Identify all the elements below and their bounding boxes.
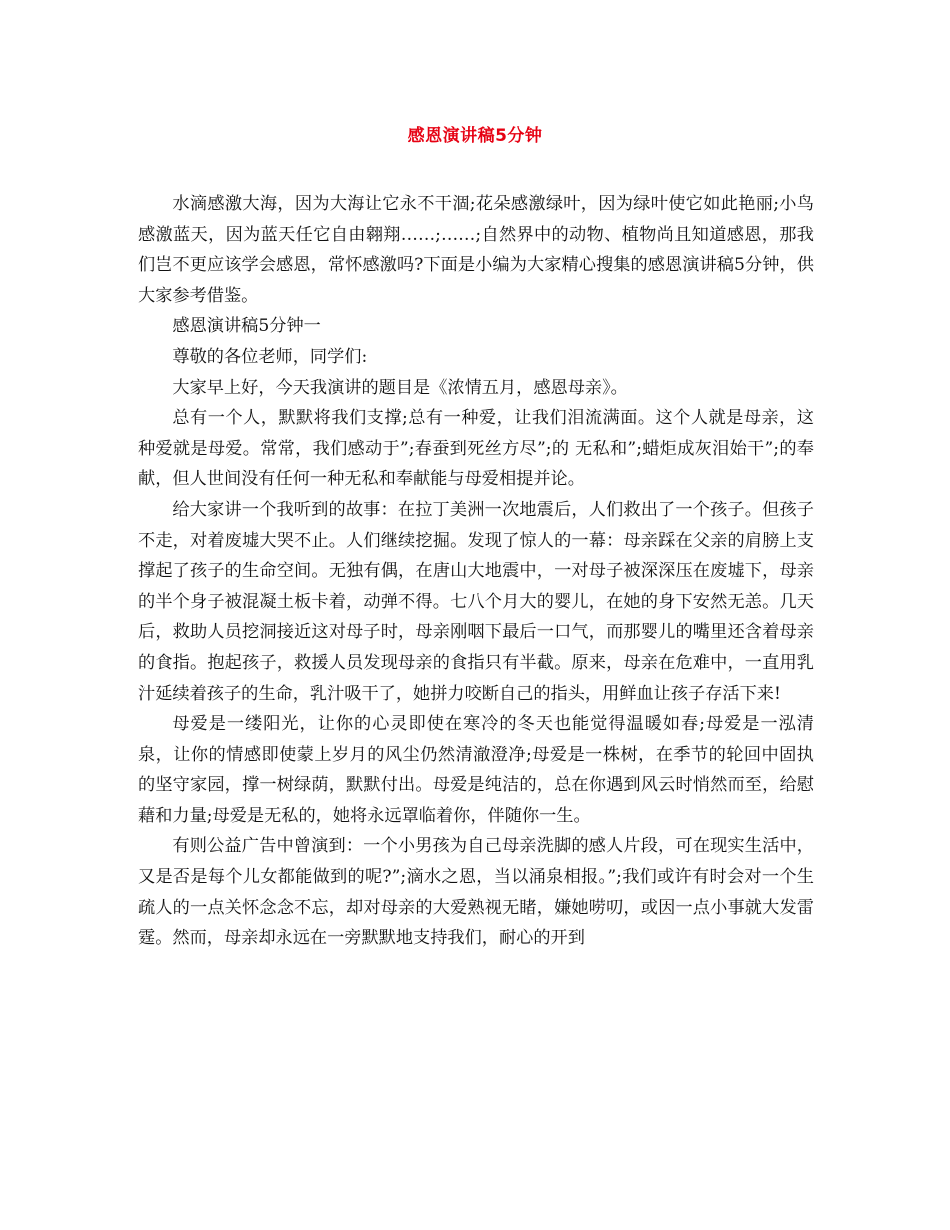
paragraph-body: 有则公益广告中曾演到：一个小男孩为自己母亲洗脚的感人片段，可在现实生活中，又是否是每个儿女都能做到的呢?”;滴水之恩，当以涌泉相报。”;我们或许有时会对一个生疏人的一点关怀念念不忘，却对母亲的大爱熟视无睹，嫌她唠叨，或因一点小事就大发雷霆。然而，母亲却永远在一旁默默地支持我们，耐心的开到 [138,836,814,949]
paragraph-body: 总有一个人，默默将我们支撑;总有一种爱，让我们泪流满面。这个人就是母亲，这种爱就是母爱。常常，我们感动于”;春蚕到死丝方尽”;的 无私和”;蜡炬成灰泪始干”;的奉献，但人世间没有任何一种无私和奉献能与母爱相提并论。 [138,408,814,490]
paragraph-intro: 水滴感激大海，因为大海让它永不干涸;花朵感激绿叶，因为绿叶使它如此艳丽;小鸟感激蓝天，因为蓝天任它自由翱翔……;……;自然界中的动物、植物尚且知道感恩，那我们岂不更应该学会感恩，常怀感激吗?下面是小编为大家精心搜集的感恩演讲稿5分钟，供大家参考借鉴。 [138,194,814,306]
paragraph-greeting: 大家早上好，今天我演讲的题目是《浓情五月，感恩母亲》。 [172,377,628,398]
document-title: 感恩演讲稿5分钟 [407,126,543,146]
paragraph-section-heading: 感恩演讲稿5分钟一 [172,316,321,337]
paragraph-body: 给大家讲一个我听到的故事：在拉丁美洲一次地震后，人们救出了一个孩子。但孩子不走，对着废墟大哭不止。人们继续挖掘。发现了惊人的一幕：母亲踩在父亲的肩膀上支撑起了孩子的生命空间。无独有偶，在唐山大地震中，一对母子被深深压在废墟下，母亲的半个身子被混凝土板卡着，动弹不得。七八个月大的婴儿，在她的身下安然无恙。几天后，救助人员挖洞接近这对母子时，母亲刚咽下最后一口气，而那婴儿的嘴里还含着母亲的食指。抱起孩子，救援人员发现母亲的食指只有半截。原来，母亲在危难中，一直用乳汁延续着孩子的生命，乳汁吸干了，她拼力咬断自己的指头，用鲜血让孩子存活下来! [138,499,814,704]
paragraph-body: 母爱是一缕阳光，让你的心灵即使在寒冷的冬天也能觉得温暖如春;母爱是一泓清泉，让你的情感即使蒙上岁月的风尘仍然清澈澄净;母爱是一株树，在季节的轮回中固执的坚守家园，撑一树绿荫，默默付出。母爱是纯洁的，总在你遇到风云时悄然而至，给慰藉和力量;母爱是无私的，她将永远罩临着你，伴随你一生。 [138,714,814,826]
document-body [138,189,814,954]
paragraph-salutation: 尊敬的各位老师，同学们: [172,346,368,367]
